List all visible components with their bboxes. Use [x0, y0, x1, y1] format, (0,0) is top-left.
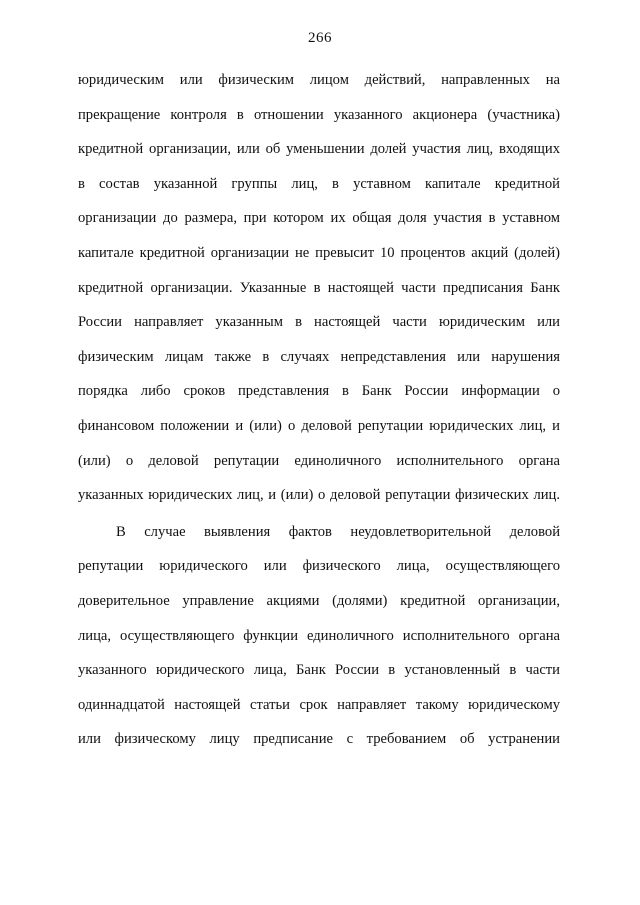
- text-line: юридическим или физическим лицом действий, направленных на: [78, 72, 560, 88]
- document-body: [78, 70, 560, 764]
- text-line: кредитной организации. Указанные в настоящей части предписания Банк: [78, 279, 560, 296]
- text-line: России направляет указанным в настоящей части юридическим или: [78, 314, 560, 331]
- text-line: (или) о деловой репутации единоличного исполнительного органа: [78, 452, 560, 469]
- text-line: порядка либо сроков представления в Банк России информации о: [78, 383, 560, 400]
- text-line: указанных юридических лиц, и (или) о деловой репутации физических лиц.: [78, 487, 560, 504]
- text-line: репутации юридического или физического лица, осуществляющего: [78, 558, 560, 575]
- text-line: лица, осуществляющего функции единоличного исполнительного органа: [78, 627, 560, 644]
- text-line: организации до размера, при котором их общая доля участия в уставном: [78, 210, 560, 227]
- text-line: прекращение контроля в отношении указанного акционера (участника): [78, 106, 560, 123]
- text-line: одиннадцатой настоящей статьи срок направляет такому юридическому: [78, 696, 560, 713]
- text-line: финансовом положении и (или) о деловой репутации юридических лиц, и: [78, 417, 560, 434]
- text-line: доверительное управление акциями (долями) кредитной организации,: [78, 592, 560, 609]
- text-line: физическим лицам также в случаях непредставления или нарушения: [78, 348, 560, 365]
- paragraph-2: [78, 522, 560, 764]
- text-line: кредитной организации, или об уменьшении долей участия лиц, входящих: [78, 141, 560, 158]
- page-number: 266: [308, 30, 332, 46]
- text-line: капитале кредитной организации не превысит 10 процентов акций (долей): [78, 244, 560, 261]
- text-line: В случае выявления фактов неудовлетворительной деловой: [116, 523, 560, 540]
- text-line: или физическому лицу предписание с требованием об устранении: [78, 731, 560, 748]
- text-line: указанного юридического лица, Банк России в установленный в части: [78, 662, 560, 679]
- paragraph-1: [78, 70, 560, 520]
- text-line: в состав указанной группы лиц, в уставном капитале кредитной: [78, 175, 560, 192]
